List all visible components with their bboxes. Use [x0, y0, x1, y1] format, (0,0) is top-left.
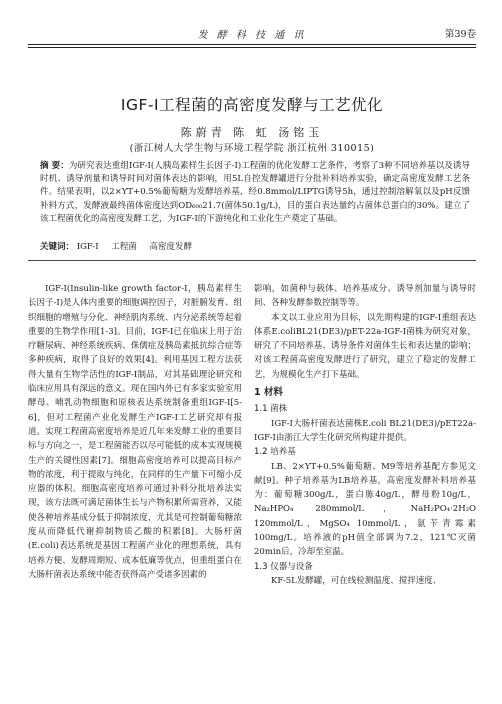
keyword-item: 工程菌 — [111, 242, 137, 252]
abstract-label: 摘 要： — [40, 161, 69, 171]
section-heading-materials: 1 材料 — [254, 387, 283, 399]
header-rule — [28, 44, 476, 45]
abstract-text: 为研究表达重组IGF-I(人胰岛素样生长因子-I)工程菌的优化发酵工艺条件，考察了3种不同培养基以及诱导时机、诱导剂量和诱导时间对菌体表达的影响，用5L自控发酵罐进行分批补料培养实验，确定高密度发酵工艺条件。结果表明，以2×YT+0.5%葡萄糖为发酵培养基，经0.8mmol/LIPTG诱导5h，通过控制溶解氧以及pH反馈补料方式，发酵液最终菌体密度达到OD₆₀₀21.7(菌体50.1g/L)，目的蛋白表达量约占菌体总蛋白的30%。建立了该工程菌优化的高密度发酵工艺，为IGF-I的下游纯化和工业化生产奠定了基础。 — [40, 161, 470, 224]
left-column — [28, 282, 242, 582]
journal-name: 发 酵 科 技 通 讯 — [197, 30, 307, 41]
keywords-label: 关键词： — [40, 242, 75, 252]
keyword-item: 高密度发酵 — [149, 242, 193, 252]
right-column — [254, 282, 476, 588]
volume-label: 第39卷 — [444, 29, 476, 40]
intro-paragraph-continued: 影响，如菌种与载体、培养基成分、诱导剂加量与诱导时间、各种发酵参数控制等等。 — [254, 284, 476, 309]
keyword-item: IGF-I — [76, 242, 99, 252]
article-authors: 陈蔚青 陈 虹 汤铭玉 — [180, 126, 324, 139]
article-affiliation: (浙江树人大学生物与环境工程学院 浙江杭州 310015) — [129, 143, 375, 154]
article-title: IGF-I工程菌的高密度发酵与工艺优化 — [120, 96, 384, 114]
abstract — [40, 160, 470, 226]
intro-paragraph: IGF-I(Insulin-like growth factor-I，胰岛素样生长因子-I)是人体内重要的细胞调控因子，对脏腑发育、组织细胞的增殖与分化、神经肌肉系统、内分泌系统等起着重要的生物学作用[1-3]。目前，IGF-I已在临床上用于治疗糖尿病、神经系统疾病、侏儒症及胰岛素抵抗综合症等多种疾病，取得了良好的效果[4]。利用基因工程方法获得大量有生物学活性的IGF-I制品，对其基础理论研究和临床应用具有深远的意义。现在国内外已有多家实验室用酵母、哺乳动物细胞和原核表达系统制备重组IGF-I[5-6]，但对工程菌产业化发酵生产IGF-I工艺研究却有报道。实现工程菌高密度培养是近几年来发酵工业的重要目标与方向之一，是工程菌能否以尽可能低的成本实现规模生产的关键性因素[7]。细胞高密度培养可以提高目标产物的浓度，利于提取与纯化，在同样的生产量下可缩小反应器的体积。细胞高密度培养可通过补料分批培养法实现，该方法既可满足菌体生长与产物积累所需营养，又能使各种培养基成分低于抑制浓度，尤其是可控制葡萄糖浓度从而降低代谢抑制物质乙酸的积累[8]。大肠杆菌(E.coli)表达系统是基因工程菌产业化的理想系统，具有培养方便、发酵周期短、成本低廉等优点，但重组蛋白在大肠杆菌表达系统中能否获得高产受诸多因素的 — [28, 284, 242, 580]
running-header — [28, 26, 476, 42]
subsection-heading-strain: 1.1 菌株 — [254, 404, 288, 415]
subsection-heading-medium: 1.2 培养基 — [254, 447, 296, 458]
subsection-text-strain: IGF-I大肠杆菌表达菌株E.coli BL21(DE3)/pET22a-IGF-I由浙江大学生化研究所构建并提供。 — [254, 418, 476, 443]
intro-paragraph: 本文以工业应用为目标，以先期构建的IGF-I重组表达体系E.coliBL21(DE3)/pET-22a-IGF-I菌株为研究对象，研究了不同培养基、诱导条件对菌体生长和表达量的影响；对该工程菌高密度发酵进行了研究，建立了稳定的发酵工艺，为规模化生产打下基础。 — [254, 312, 476, 380]
section-divider — [28, 260, 476, 261]
keywords — [40, 240, 470, 252]
header-rule-thin — [28, 47, 476, 48]
subsection-text-medium: LB、2×YT+0.5%葡萄糖、M9等培养基配方参见文献[9]。种子培养基为LB培养基，高密度发酵补料培养基为：葡萄糖300g/L，蛋白胨40g/L，酵母粉10g/L，Na₂HPO₄ 280mmol/L，NaH₂PO₄·2H₂O 120mmol/L，MgSO₄ 10mmol/L，氨苄青霉素100mg/L。培养液的pH值全部调为7.2，121℃灭菌20min后，冷却至室温。 — [254, 461, 476, 558]
subsection-heading-equipment: 1.3 仪器与设备 — [254, 561, 313, 572]
subsection-text-equipment: KF-5L发酵罐，可在线检测温度、搅拌速度、 — [271, 575, 442, 586]
